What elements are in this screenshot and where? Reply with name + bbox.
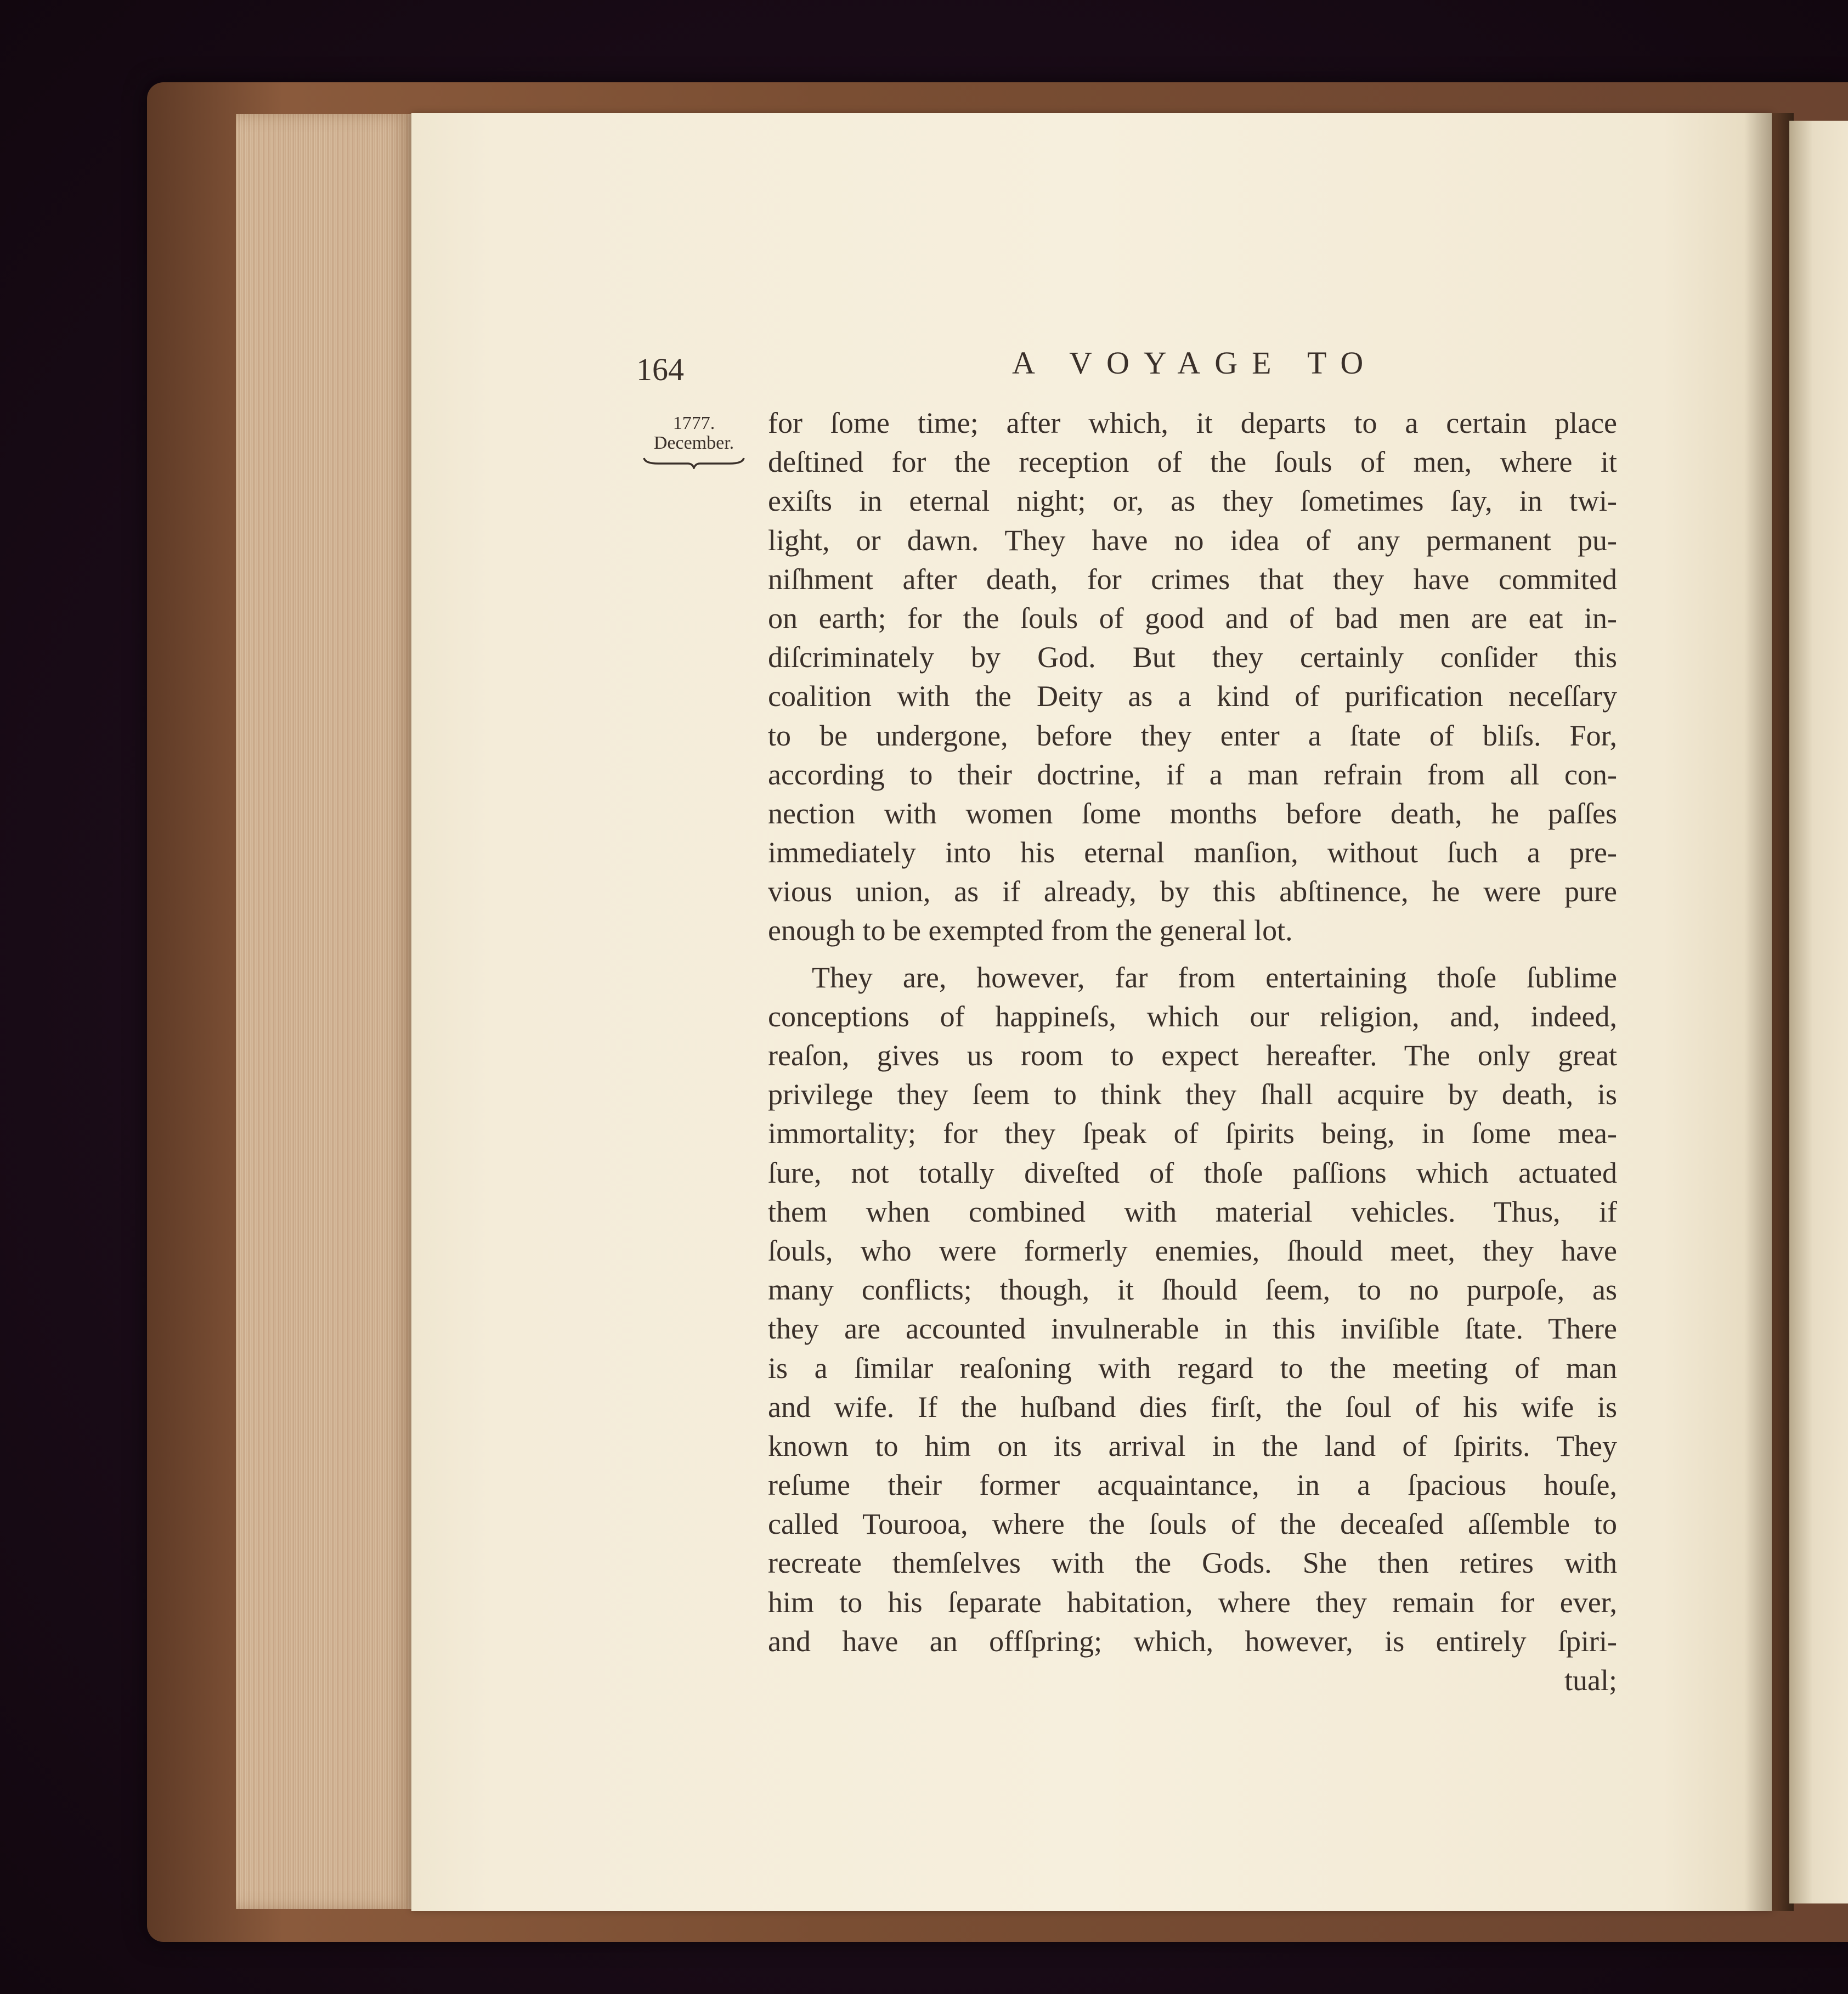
text-line: light, or dawn. They have no idea of any permanent pu- <box>768 523 1617 557</box>
text-line: deſtined for the reception of the ſouls of men, where it <box>768 445 1617 479</box>
text-line: They are, however, far from entertaining thoſe ſublime <box>812 961 1617 994</box>
text-line: they are accounted invulnerable in this inviſible ſtate. There <box>768 1312 1617 1346</box>
text-line: coalition with the Deity as a kind of purification neceſſary <box>768 680 1617 713</box>
text-line: ſouls, who were formerly enemies, ſhould meet, they have <box>768 1234 1617 1267</box>
page-number: 164 <box>636 352 684 387</box>
page-gutter-shadow <box>1744 113 1794 1911</box>
text-line: immediately into his eternal manſion, without ſuch a pre- <box>768 836 1617 869</box>
text-line: privilege they ſeem to think they ſhall acquire by death, is <box>768 1078 1617 1111</box>
text-line: conceptions of happineſs, which our religion, and, indeed, <box>768 999 1617 1033</box>
text-line: and have an offſpring; which, however, is entirely ſpiri- <box>768 1624 1617 1658</box>
text-line: exiſts in eternal night; or, as they ſometimes ſay, in twi- <box>768 484 1617 518</box>
text-line: him to his ſeparate habitation, where they remain for ever, <box>768 1585 1617 1619</box>
text-line: them when combined with material vehicles. Thus, if <box>768 1195 1617 1228</box>
margin-year: 1777. <box>672 413 715 433</box>
margin-date-note <box>642 414 746 469</box>
text-line: called Tourooa, where the ſouls of the deceaſed aſſemble to <box>768 1507 1617 1541</box>
paragraph-1 <box>768 404 1617 951</box>
text-line: enough to be exempted from the general lot. <box>768 914 1293 947</box>
text-line: recreate themſelves with the Gods. She then retires with <box>768 1546 1617 1580</box>
text-line: on earth; for the ſouls of good and of bad men are eat in- <box>768 601 1617 635</box>
paragraph-2 <box>768 958 1617 1661</box>
facing-page-edge <box>1789 121 1848 1903</box>
text-line: diſcriminately by God. But they certainly conſider this <box>768 641 1617 674</box>
brace-ornament <box>642 455 746 469</box>
text-line: many conflicts; though, it ſhould ſeem, to no purpoſe, as <box>768 1273 1617 1307</box>
page-block-edge <box>236 114 411 1909</box>
margin-month: December. <box>653 432 734 453</box>
running-title: A VOYAGE TO <box>1012 345 1378 381</box>
text-line: reaſon, gives us room to expect hereafter. The only great <box>768 1039 1617 1072</box>
text-line: is a ſimilar reaſoning with regard to the meeting of man <box>768 1351 1617 1385</box>
body-text <box>768 404 1617 1700</box>
text-line: niſhment after death, for crimes that they have commited <box>768 562 1617 596</box>
text-line: and wife. If the huſband dies firſt, the ſoul of his wife is <box>768 1390 1617 1424</box>
text-line: vious union, as if already, by this abſtinence, he were pure <box>768 875 1617 908</box>
text-line: according to their doctrine, if a man refrain from all con- <box>768 758 1617 791</box>
text-line: known to him on its arrival in the land of ſpirits. They <box>768 1429 1617 1462</box>
text-line: immortality; for they ſpeak of ſpirits being, in ſome mea- <box>768 1117 1617 1150</box>
text-line: reſume their former acquaintance, in a ſpacious houſe, <box>768 1468 1617 1502</box>
text-line: to be undergone, before they enter a ſtate of bliſs. For, <box>768 719 1617 752</box>
text-line: ſure, not totally diveſted of thoſe paſſions which actuated <box>768 1156 1617 1189</box>
text-line: for ſome time; after which, it departs to a certain place <box>768 406 1617 439</box>
text-line: nection with women ſome months before death, he paſſes <box>768 797 1617 830</box>
catchword: tual; <box>1564 1664 1617 1697</box>
